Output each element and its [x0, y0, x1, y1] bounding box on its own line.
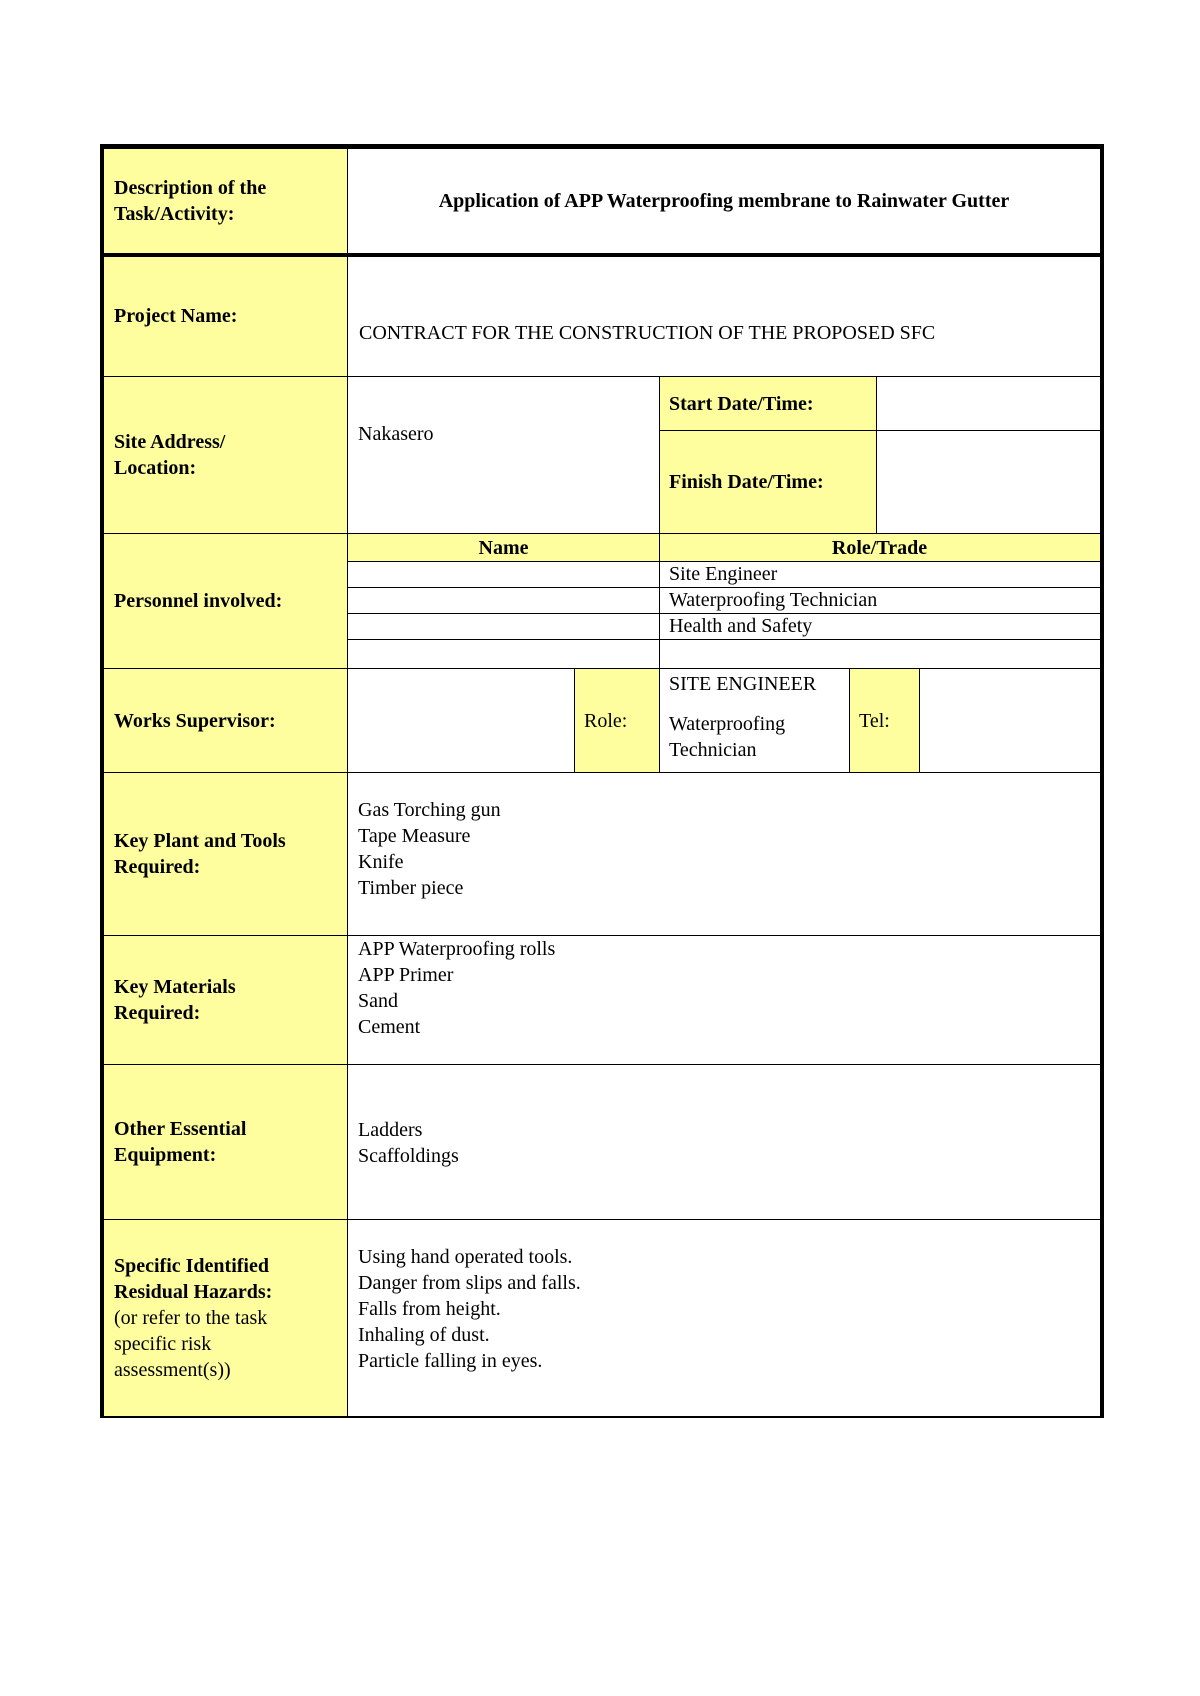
divider [876, 377, 877, 533]
project-value-cell [348, 256, 1100, 376]
description-label [104, 149, 348, 253]
personnel-role-1: Site Engineer [669, 563, 778, 585]
list-item: Timber piece [358, 877, 464, 899]
divider [849, 669, 850, 772]
supervisor-name[interactable] [348, 669, 574, 772]
list-item: Using hand operated tools. [358, 1246, 573, 1268]
description-label-line2: Task/Activity: [114, 203, 235, 225]
supervisor-role-label: Role: [574, 669, 659, 772]
divider [347, 149, 348, 1418]
personnel-role-4 [659, 640, 1100, 668]
list-item: Knife [358, 851, 404, 873]
supervisor-tel-value[interactable] [919, 669, 1100, 772]
divider [104, 376, 1100, 377]
list-item: APP Waterproofing rolls [358, 938, 556, 960]
personnel-role-2: Waterproofing Technician [669, 589, 878, 611]
divider [348, 613, 1100, 614]
description-value-cell [348, 149, 1100, 253]
personnel-label: Personnel involved: [104, 534, 348, 668]
divider [104, 935, 1100, 936]
divider [104, 1219, 1100, 1220]
site-label [104, 377, 348, 533]
list-item: Falls from height. [358, 1298, 501, 1320]
equipment-list [348, 1065, 1100, 1219]
materials-list [348, 936, 1100, 1064]
list-item: APP Primer [358, 964, 454, 986]
site-address: Nakasero [358, 423, 434, 445]
divider [919, 669, 920, 772]
divider [348, 639, 1100, 640]
hazards-list [348, 1220, 1100, 1416]
divider [104, 668, 1100, 669]
divider [659, 377, 660, 772]
hazards-label: Specific Identified Residual Hazards: (or refer to the task specific risk assessment(s)) [104, 1220, 348, 1416]
list-item: Inhaling of dust. [358, 1324, 490, 1346]
thick-divider [104, 253, 1100, 257]
site-label-line2: Location: [114, 457, 197, 479]
personnel-role-header: Role/Trade [659, 534, 1100, 561]
description-label-line1: Description of the [114, 177, 267, 199]
finish-date-label: Finish Date/Time: [659, 431, 877, 533]
site-address-cell [348, 377, 659, 533]
bottom-border [104, 1416, 1100, 1418]
project-label-text: Project Name: [114, 305, 238, 327]
materials-label: Key Materials Required: [104, 936, 348, 1064]
divider [574, 669, 575, 772]
risk-assessment-form [100, 144, 1104, 1418]
divider [104, 772, 1100, 773]
finish-date-value[interactable] [877, 431, 1100, 533]
list-item: Danger from slips and falls. [358, 1272, 581, 1294]
tools-list [348, 773, 1100, 935]
list-item: Sand [358, 990, 398, 1012]
divider [104, 533, 1100, 534]
task-description: Application of APP Waterproofing membrane to Rainwater Gutter [438, 189, 1010, 212]
divider [348, 587, 1100, 588]
start-date-label: Start Date/Time: [659, 377, 877, 430]
personnel-role-3: Health and Safety [669, 615, 813, 637]
project-label [104, 256, 348, 376]
personnel-name-4[interactable] [348, 640, 659, 668]
list-item: Gas Torching gun [358, 799, 501, 821]
project-name: CONTRACT FOR THE CONSTRUCTION OF THE PROPOSED SFC [359, 322, 936, 344]
personnel-name-header: Name [348, 534, 659, 561]
supervisor-label: Works Supervisor: [104, 669, 348, 772]
divider [104, 1064, 1100, 1065]
site-label-line1: Site Address/ [114, 431, 226, 453]
personnel-name-1[interactable] [348, 562, 659, 588]
divider [659, 430, 1100, 431]
divider [348, 561, 1100, 562]
equipment-label: Other Essential Equipment: [104, 1065, 348, 1219]
start-date-value[interactable] [877, 377, 1100, 430]
tools-label: Key Plant and Tools Required: [104, 773, 348, 935]
personnel-name-3[interactable] [348, 614, 659, 640]
list-item: Cement [358, 1016, 421, 1038]
list-item: Scaffoldings [358, 1145, 459, 1167]
list-item: Particle falling in eyes. [358, 1350, 543, 1372]
list-item: Tape Measure [358, 825, 471, 847]
supervisor-tel-label: Tel: [849, 669, 919, 772]
supervisor-role-value: SITE ENGINEER Waterproofing Technician [669, 673, 817, 761]
list-item: Ladders [358, 1119, 423, 1141]
personnel-name-2[interactable] [348, 588, 659, 614]
